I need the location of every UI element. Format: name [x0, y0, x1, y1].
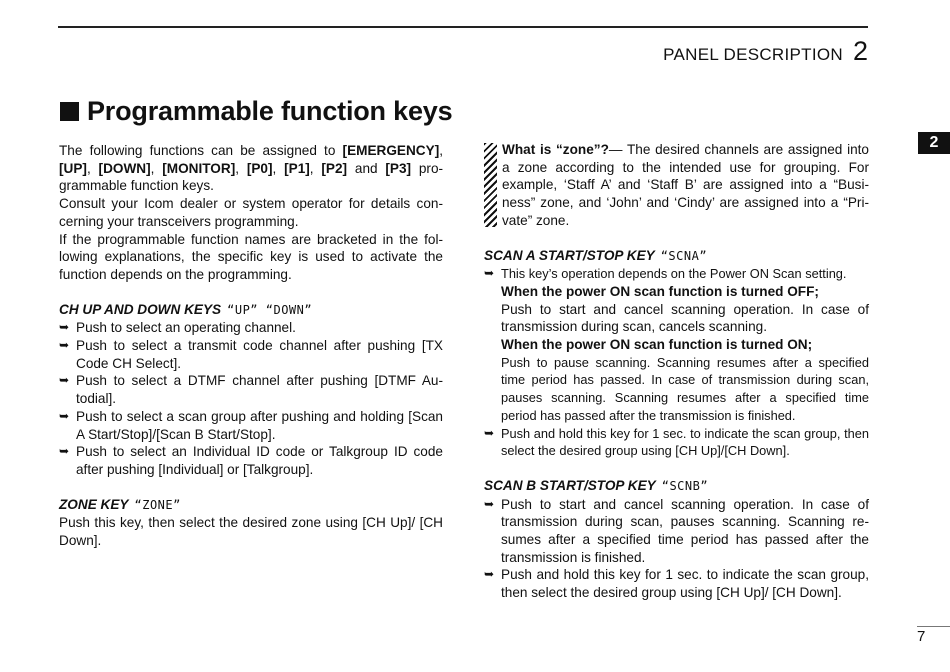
black-square-icon — [60, 102, 79, 121]
zone-note: What is “zone”?— The desired channels are assigned into a zone according to the intended use for grouping. For example, ‘Staff A’ and ‘Staff B’ are assigned into a “Busi-ness” zone, and ‘John’ and ‘Cindy’ are assigned into a “Pri-vate” zone. — [484, 141, 869, 230]
lcd-label: “ZONE” — [134, 497, 181, 512]
lcd-label: “SCNB” — [661, 478, 709, 493]
page-number-rule — [917, 626, 950, 627]
chapter-tab: 2 — [918, 132, 950, 154]
power-on-scan-on-text: Push to pause scanning. Scanning resumes after a specified time period has passed. In case of transmission during scan, pauses scanning. Scanning resumes after a specified time period has passed after the transmission is finished. — [501, 354, 869, 423]
list-item: ➥ Push to start and cancel scanning operation. In case of transmission during scan, pauses scanning. Scanning re-sumes after a specified time period has passed after the transmission is finished. — [484, 496, 869, 565]
chapter-number: 2 — [852, 36, 868, 66]
arrow-bullet-icon: ➥ — [59, 373, 70, 388]
intro-paragraph-2: Consult your Icom dealer or system operator for details con-cerning your transceivers programming. — [59, 196, 443, 229]
arrow-bullet-icon: ➥ — [59, 338, 70, 353]
scan-a-list-2 — [484, 425, 869, 460]
list-item: ➥ Push and hold this key for 1 sec. to indicate the scan group, then select the desired group using [CH Up]/ [CH Down]. — [484, 567, 869, 601]
scan-a-list — [484, 265, 869, 283]
list-item: ➥ Push to select an Individual ID code or Talkgroup ID code after pushing [Individual] or [Talkgroup]. — [59, 444, 443, 477]
ch-up-down-list — [59, 319, 443, 478]
power-on-scan-off-label: When the power ON scan function is turned OFF; — [501, 283, 819, 299]
arrow-bullet-icon: ➥ — [484, 496, 495, 511]
arrow-bullet-icon: ➥ — [484, 567, 495, 582]
power-on-scan-off-text: Push to start and cancel scanning operation. In case of transmission during scan, cancels scanning. — [501, 301, 869, 335]
page-header — [663, 36, 868, 67]
page-title-text: Programmable function keys — [87, 96, 453, 126]
intro-paragraph-3: If the programmable function names are bracketed in the fol-lowing explanations, the specific key is used to activate the function depends on the programming. — [59, 231, 443, 282]
lcd-label: “UP” “DOWN” — [227, 302, 313, 317]
arrow-bullet-icon: ➥ — [59, 408, 70, 423]
scan-b-heading: SCAN B START/STOP KEY “SCNB” — [484, 477, 709, 493]
zone-key-text: Push this key, then select the desired zone using [CH Up]/ [CH Down]. — [59, 515, 443, 549]
list-item: ➥ Push to select a scan group after pushing and holding [Scan A Start/Stop]/[Scan B Start/Stop]. — [59, 408, 443, 442]
ch-up-down-heading: CH UP AND DOWN KEYS “UP” “DOWN” — [59, 301, 313, 317]
arrow-bullet-icon: ➥ — [59, 320, 70, 335]
list-item: ➥ Push to select an operating channel. — [59, 320, 296, 336]
arrow-bullet-icon: ➥ — [484, 266, 495, 281]
lcd-label: “SCNA” — [660, 248, 708, 263]
arrow-bullet-icon: ➥ — [484, 425, 495, 440]
zone-key-heading: ZONE KEY “ZONE” — [59, 496, 181, 512]
power-on-scan-on-label: When the power ON scan function is turned ON; — [501, 337, 813, 353]
right-column — [484, 141, 869, 602]
scan-b-list — [484, 496, 869, 602]
arrow-bullet-icon: ➥ — [59, 444, 70, 459]
list-item: ➥ This key’s operation depends on the Power ON Scan setting. — [484, 266, 847, 282]
list-item: ➥ Push to select a transmit code channel after pushing [TX Code CH Select]. — [59, 338, 443, 371]
section-title: PANEL DESCRIPTION — [663, 45, 843, 64]
page-number: 7 — [917, 628, 926, 645]
intro-paragraph-1: The following functions can be assigned to [EMERGENCY], [UP], [DOWN], [MONITOR], [P0], [P1], [P2] and [P3] pro-grammable function keys. — [59, 143, 444, 194]
list-item: ➥ Push to select a DTMF channel after pushing [DTMF Au-todial]. — [59, 373, 443, 407]
hatched-bar-icon — [484, 143, 497, 227]
list-item: ➥ Push and hold this key for 1 sec. to indicate the scan group, then select the desired group using [CH Up]/[CH Down]. — [484, 425, 869, 459]
top-rule — [58, 26, 868, 28]
scan-a-heading: SCAN A START/STOP KEY “SCNA” — [484, 247, 708, 263]
page-title — [60, 96, 452, 127]
left-column — [59, 142, 443, 550]
